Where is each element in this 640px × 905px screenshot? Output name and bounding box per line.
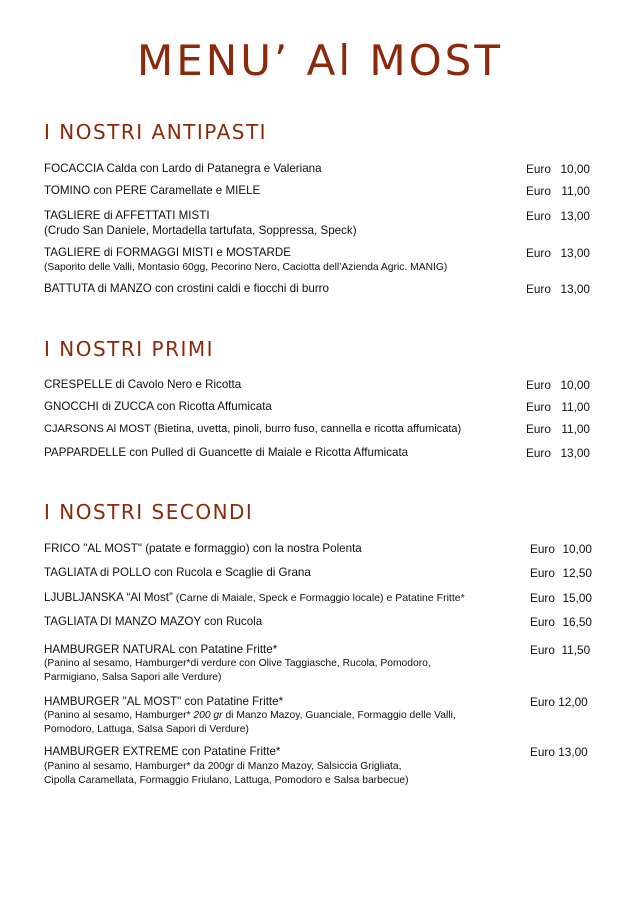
price-value: 16,50 — [562, 615, 592, 629]
item-price — [526, 209, 590, 223]
currency-label: Euro — [526, 400, 551, 414]
item-price — [530, 542, 592, 556]
item-name: GNOCCHI di ZUCCA con Ricotta Affumicata — [44, 400, 272, 413]
price-value: 11,00 — [561, 422, 590, 436]
item-description: Parmigiano, Salsa Sapori alle Verdure) — [44, 672, 222, 683]
price-value: 12,50 — [562, 566, 592, 580]
currency-label: Euro — [526, 422, 551, 436]
currency-label: Euro — [526, 282, 551, 296]
section-heading-antipasti: I NOSTRI ANTIPASTI — [44, 120, 268, 144]
section-heading-primi: I NOSTRI PRIMI — [44, 337, 215, 361]
item-name: HAMBURGER "AL MOST" con Patatine Fritte* — [44, 695, 284, 708]
item-name: HAMBURGER EXTREME con Patatine Fritte* — [44, 745, 281, 758]
item-name-detail: (Carne di Maiale, Speck e Formaggio locale) e Patatine Fritte* — [172, 592, 465, 604]
item-name: PAPPARDELLE con Pulled di Guancette di Maiale e Ricotta Affumicata — [44, 446, 409, 459]
section-heading-secondi: I NOSTRI SECONDI — [44, 500, 254, 524]
item-name: TAGLIATA DI MANZO MAZOY con Rucola — [44, 615, 263, 628]
item-name: TAGLIERE di AFFETTATI MISTI — [44, 209, 210, 222]
price-value: 13,00 — [558, 745, 588, 759]
currency-label: Euro — [530, 566, 555, 580]
item-description: (Panino al sesamo, Hamburger*di verdure con Olive Taggiasche, Rucola, Pomodoro, — [44, 658, 431, 669]
price-value: 13,00 — [560, 209, 590, 223]
currency-label: Euro — [530, 591, 555, 605]
item-name: HAMBURGER NATURAL con Patatine Fritte* — [44, 643, 278, 656]
item-price — [526, 400, 590, 414]
item-price — [530, 745, 588, 759]
currency-label: Euro — [526, 246, 551, 260]
item-name: FRICO "AL MOST" (patate e formaggio) con la nostra Polenta — [44, 542, 362, 555]
price-value: 13,00 — [560, 246, 590, 260]
currency-label: Euro — [530, 542, 555, 556]
price-value: 10,00 — [560, 378, 590, 392]
item-price — [530, 615, 592, 629]
price-value: 11,50 — [561, 643, 591, 657]
price-value: 11,00 — [561, 400, 590, 414]
item-name: BATTUTA di MANZO con crostini caldi e fiocchi di burro — [44, 282, 329, 295]
currency-label: Euro — [530, 745, 555, 759]
currency-label: Euro — [530, 615, 555, 629]
item-description: (Saporito delle Valli, Montasio 60gg, Pecorino Nero, Caciotta dell’Azienda Agric. MANIG) — [44, 262, 448, 273]
currency-label: Euro — [530, 695, 555, 709]
item-name — [44, 591, 465, 605]
item-name: TAGLIATA di POLLO con Rucola e Scaglie di Grana — [44, 566, 311, 579]
item-name: CJARSONS Al MOST (Bietina, uvetta, pinoli, burro fuso, cannella e ricotta affumicata) — [44, 423, 462, 435]
item-description: Pomodoro, Lattuga, Salsa Sapori di Verdure) — [44, 724, 249, 735]
currency-label: Euro — [526, 378, 551, 392]
price-value: 10,00 — [560, 162, 590, 176]
price-value: 10,00 — [562, 542, 592, 556]
item-name: CRESPELLE di Cavolo Nero e Ricotta — [44, 378, 242, 391]
item-description: Cipolla Caramellata, Formaggio Friulano, Lattuga, Pomodoro e Salsa barbecue) — [44, 775, 409, 786]
item-price — [526, 282, 590, 296]
item-name-main: LJUBLJANSKA “Al Most” — [44, 591, 173, 604]
item-price — [530, 695, 588, 709]
currency-label: Euro — [530, 643, 555, 657]
item-price — [526, 162, 590, 176]
price-value: 12,00 — [558, 695, 588, 709]
item-price — [530, 643, 590, 657]
price-value: 11,00 — [561, 184, 590, 198]
item-price — [526, 184, 590, 198]
item-name: FOCACCIA Calda con Lardo di Patanegra e Valeriana — [44, 162, 322, 175]
item-description: (Crudo San Daniele, Mortadella tartufata, Soppressa, Speck) — [44, 224, 357, 237]
item-price — [530, 566, 592, 580]
item-description: (Panino al sesamo, Hamburger* da 200gr di Manzo Mazoy, Salsiccia Grigliata, — [44, 761, 402, 772]
desc-part: (Panino al sesamo, Hamburger* — [44, 710, 194, 721]
item-name: TAGLIERE di FORMAGGI MISTI e MOSTARDE — [44, 246, 291, 259]
item-description — [44, 709, 456, 723]
item-price — [530, 591, 592, 605]
menu-title: MENU’ Al MOST — [137, 36, 503, 85]
currency-label: Euro — [526, 184, 551, 198]
desc-weight: 200 gr — [193, 710, 223, 721]
currency-label: Euro — [526, 446, 551, 460]
desc-part: di Manzo Mazoy, Guanciale, Formaggio delle Valli, — [222, 710, 456, 721]
currency-label: Euro — [526, 162, 551, 176]
item-name: TOMINO con PERE Caramellate e MIELE — [44, 184, 261, 197]
item-price — [526, 446, 590, 460]
item-price — [526, 422, 590, 436]
currency-label: Euro — [526, 209, 551, 223]
item-price — [526, 246, 590, 260]
price-value: 13,00 — [560, 446, 590, 460]
price-value: 15,00 — [562, 591, 592, 605]
price-value: 13,00 — [560, 282, 590, 296]
item-price — [526, 378, 590, 392]
